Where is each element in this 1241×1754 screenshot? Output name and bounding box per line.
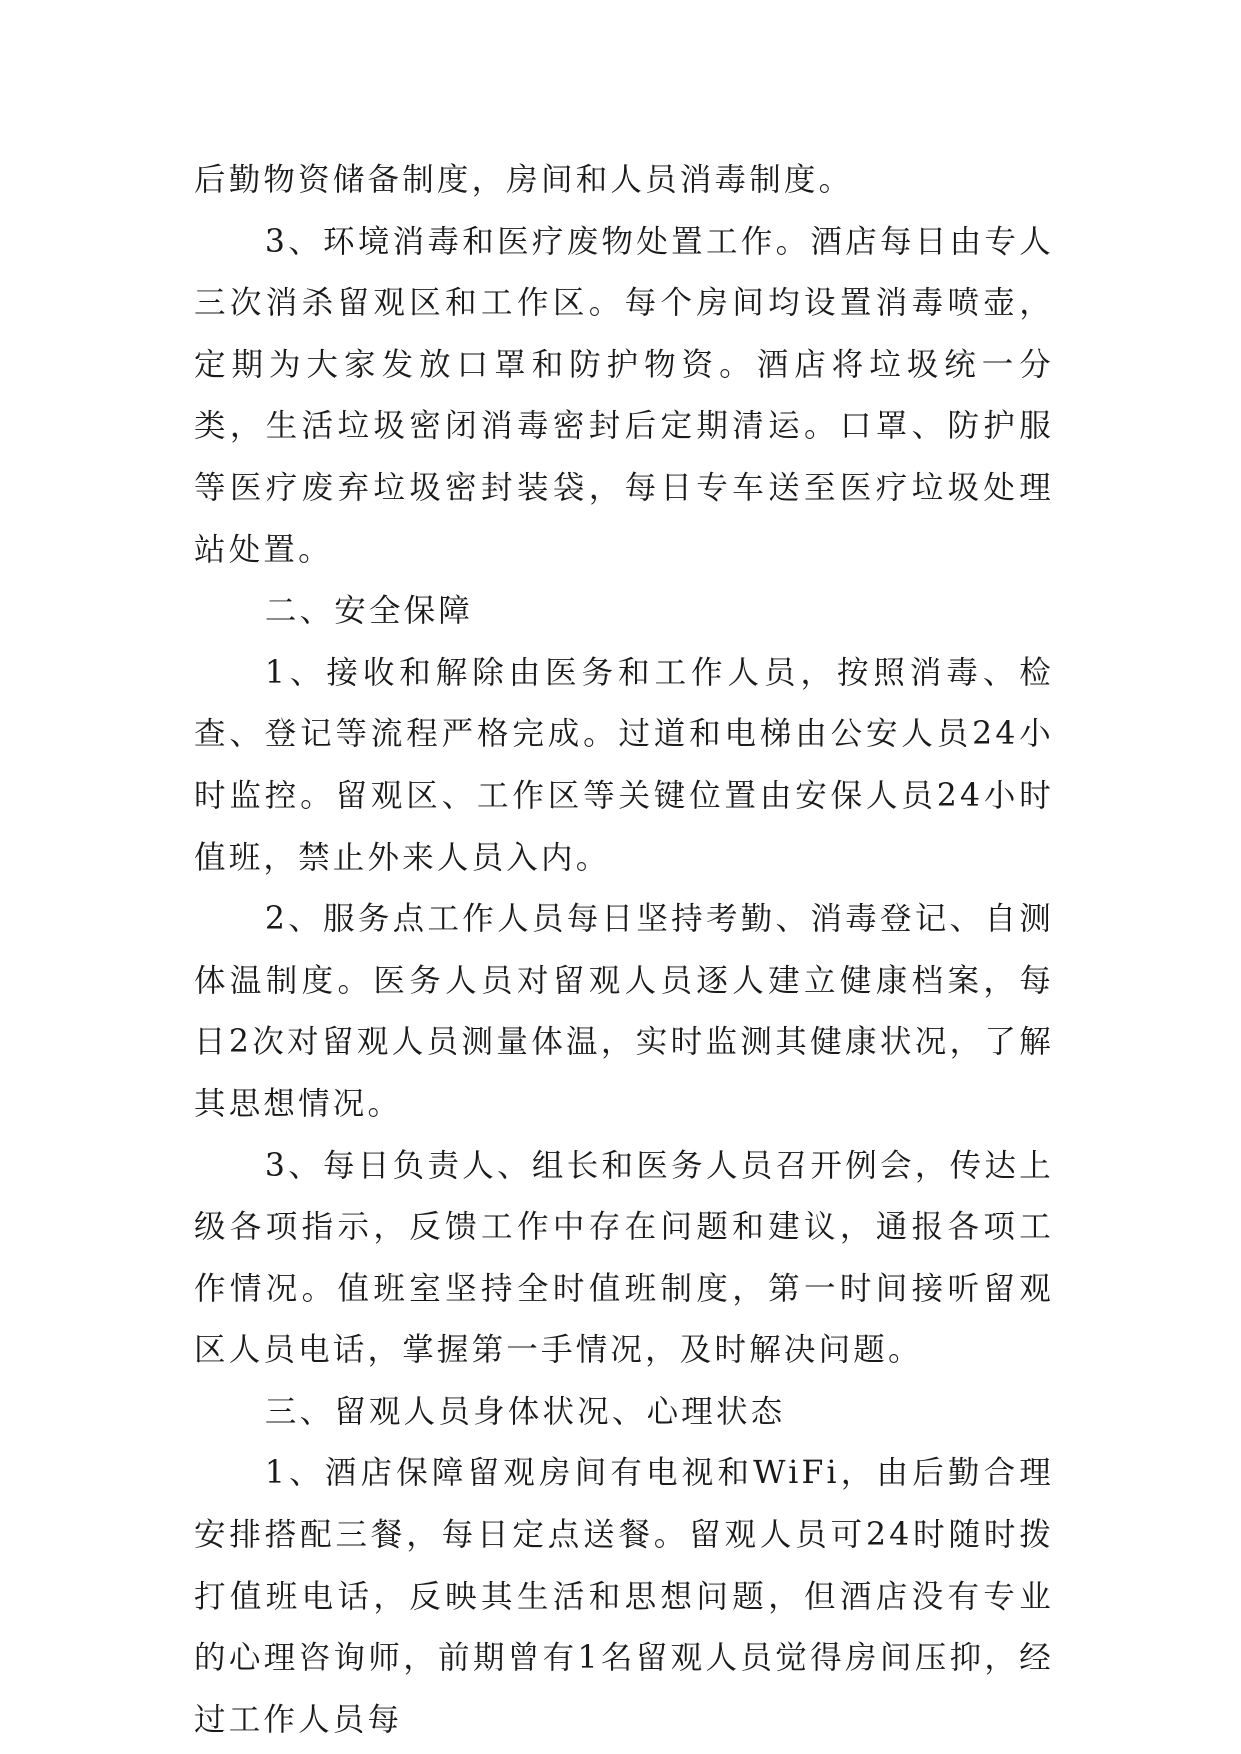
body-paragraph: 3、每日负责人、组长和医务人员召开例会，传达上级各项指示，反馈工作中存在问题和建议，通报各项工作情况。值班室坚持全时值班制度，第一时间接听留观区人员电话，掌握第一手情况，及时解决问题。 [194, 1147, 1054, 1369]
body-paragraph: 后勤物资储备制度，房间和人员消毒制度。 [194, 162, 854, 198]
body-paragraph: 1、接收和解除由医务和工作人员，按照消毒、检查、登记等流程严格完成。过道和电梯由公安人员24小时监控。留观区、工作区等关键位置由安保人员24小时值班，禁止外来人员入内。 [194, 654, 1054, 876]
section-heading: 二、安全保障 [264, 593, 474, 630]
body-paragraph: 2、服务点工作人员每日坚持考勤、消毒登记、自测体温制度。医务人员对留观人员逐人建立健康档案，每日2次对留观人员测量体温，实时监测其健康状况，了解其思想情况。 [194, 901, 1054, 1122]
body-paragraph: 3、环境消毒和医疗废物处置工作。酒店每日由专人三次消杀留观区和工作区。每个房间均设置消毒喷壶，定期为大家发放口罩和防护物资。酒店将垃圾统一分类，生活垃圾密闭消毒密封后定期清运。口罩、防护服等医疗废弃垃圾密封装袋，每日专车送至医疗垃圾处理站处置。 [194, 223, 1054, 568]
section-heading: 三、留观人员身体状况、心理状态 [264, 1393, 786, 1430]
document-body [194, 150, 1054, 1751]
body-paragraph: 1、酒店保障留观房间有电视和WiFi，由后勤合理安排搭配三餐，每日定点送餐。留观人员可24时随时拨打值班电话，反映其生活和思想问题，但酒店没有专业的心理咨询师，前期曾有1名留观人员觉得房间压抑，经过工作人员每 [194, 1455, 1054, 1738]
